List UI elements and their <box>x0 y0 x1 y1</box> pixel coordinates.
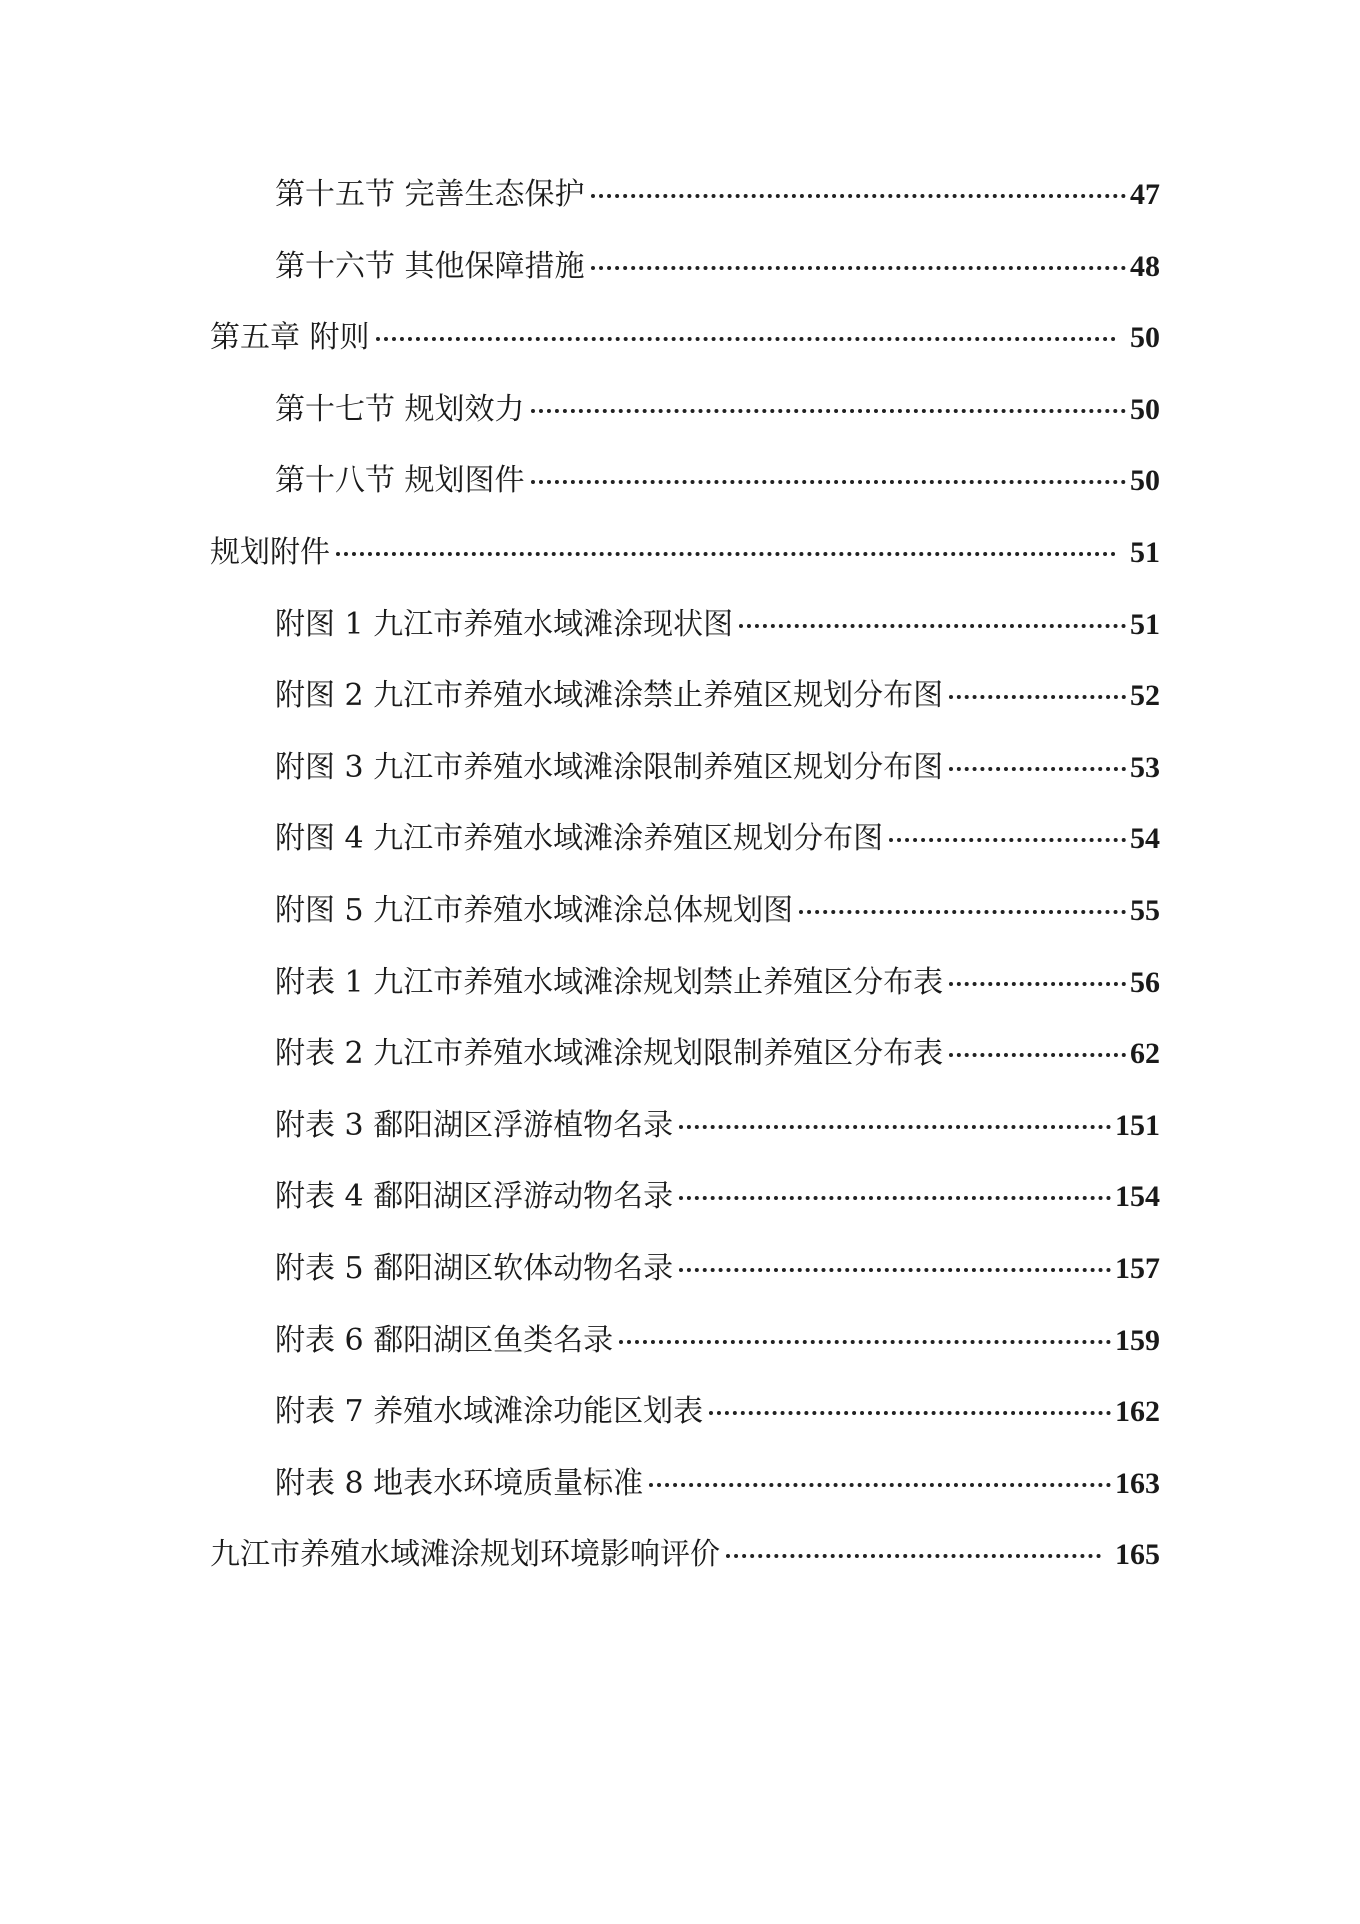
toc-page-number: 62 <box>1130 1037 1160 1071</box>
toc-section-entry[interactable] <box>210 1249 1160 1321</box>
toc-dot-leader <box>679 1125 1111 1129</box>
toc-entry-title: 附图 3 九江市养殖水域滩涂限制养殖区规划分布图 <box>275 749 944 785</box>
toc-dot-leader <box>889 838 1126 842</box>
toc-section-entry[interactable] <box>210 748 1160 820</box>
toc-page-number: 154 <box>1115 1180 1160 1214</box>
toc-page-number: 162 <box>1115 1395 1160 1429</box>
toc-dot-leader <box>376 337 1116 341</box>
toc-section-entry[interactable] <box>210 676 1160 748</box>
toc-dot-leader <box>591 194 1126 198</box>
toc-section-entry[interactable] <box>210 1106 1160 1178</box>
toc-section-entry[interactable] <box>210 461 1160 533</box>
toc-entry-title: 第五章 附则 <box>210 320 370 356</box>
toc-entry-title: 九江市养殖水域滩涂规划环境影响评价 <box>210 1537 720 1573</box>
toc-dot-leader <box>726 1554 1101 1558</box>
toc-section-entry[interactable] <box>210 1392 1160 1464</box>
toc-dot-leader <box>799 910 1126 914</box>
toc-entry-title: 附表 8 地表水环境质量标准 <box>275 1465 644 1501</box>
toc-chapter-entry[interactable] <box>210 533 1160 605</box>
toc-section-entry[interactable] <box>210 819 1160 891</box>
toc-entry-title: 规划附件 <box>210 534 330 570</box>
toc-entry-title: 附表 6 鄱阳湖区鱼类名录 <box>275 1322 614 1358</box>
toc-page-number: 151 <box>1115 1108 1160 1142</box>
toc-chapter-entry[interactable] <box>210 318 1160 390</box>
toc-entry-title: 附图 1 九江市养殖水域滩涂现状图 <box>275 606 734 642</box>
toc-entry-title: 附表 3 鄱阳湖区浮游植物名录 <box>275 1107 674 1143</box>
toc-section-entry[interactable] <box>210 1464 1160 1536</box>
toc-section-entry[interactable] <box>210 891 1160 963</box>
toc-dot-leader <box>949 695 1126 699</box>
toc-page-number: 165 <box>1115 1538 1160 1572</box>
toc-section-entry[interactable] <box>210 1321 1160 1393</box>
toc-page-number: 55 <box>1130 893 1160 927</box>
toc-page-number: 163 <box>1115 1466 1160 1500</box>
toc-entry-title: 附图 2 九江市养殖水域滩涂禁止养殖区规划分布图 <box>275 678 944 714</box>
toc-dot-leader <box>949 982 1126 986</box>
table-of-contents <box>210 175 1160 1607</box>
toc-entry-title: 附表 7 养殖水域滩涂功能区划表 <box>275 1394 704 1430</box>
toc-page-number: 51 <box>1130 535 1160 569</box>
toc-page-number: 50 <box>1130 392 1160 426</box>
toc-section-entry[interactable] <box>210 1177 1160 1249</box>
toc-section-entry[interactable] <box>210 175 1160 247</box>
toc-dot-leader <box>649 1483 1111 1487</box>
toc-page-number: 56 <box>1130 965 1160 999</box>
toc-page-number: 48 <box>1130 249 1160 283</box>
toc-page-number: 51 <box>1130 607 1160 641</box>
toc-dot-leader <box>591 266 1126 270</box>
toc-entry-title: 附表 4 鄱阳湖区浮游动物名录 <box>275 1179 674 1215</box>
toc-dot-leader <box>739 624 1126 628</box>
toc-page-number: 50 <box>1130 321 1160 355</box>
toc-entry-title: 第十七节 规划效力 <box>275 391 525 427</box>
toc-entry-title: 附表 1 九江市养殖水域滩涂规划禁止养殖区分布表 <box>275 964 944 1000</box>
toc-page-number: 159 <box>1115 1323 1160 1357</box>
toc-dot-leader <box>336 552 1116 556</box>
toc-dot-leader <box>679 1268 1111 1272</box>
toc-dot-leader <box>531 409 1126 413</box>
toc-dot-leader <box>531 480 1126 484</box>
toc-dot-leader <box>679 1196 1111 1200</box>
toc-entry-title: 附图 4 九江市养殖水域滩涂养殖区规划分布图 <box>275 821 884 857</box>
toc-entry-title: 第十六节 其他保障措施 <box>275 248 585 284</box>
toc-page-number: 50 <box>1130 464 1160 498</box>
toc-section-entry[interactable] <box>210 390 1160 462</box>
toc-section-entry[interactable] <box>210 1034 1160 1106</box>
toc-dot-leader <box>949 1053 1126 1057</box>
toc-page-number: 52 <box>1130 679 1160 713</box>
toc-section-entry[interactable] <box>210 247 1160 319</box>
toc-page-number: 47 <box>1130 178 1160 211</box>
toc-dot-leader <box>949 767 1126 771</box>
toc-page-number: 157 <box>1115 1251 1160 1285</box>
toc-section-entry[interactable] <box>210 963 1160 1035</box>
toc-entry-title: 第十八节 规划图件 <box>275 463 525 499</box>
toc-page-number: 54 <box>1130 822 1160 856</box>
toc-page-number: 53 <box>1130 750 1160 784</box>
toc-chapter-entry[interactable] <box>210 1535 1160 1607</box>
toc-entry-title: 附表 2 九江市养殖水域滩涂规划限制养殖区分布表 <box>275 1036 944 1072</box>
toc-entry-title: 附图 5 九江市养殖水域滩涂总体规划图 <box>275 892 794 928</box>
toc-dot-leader <box>709 1411 1111 1415</box>
toc-section-entry[interactable] <box>210 605 1160 677</box>
toc-entry-title: 第十五节 完善生态保护 <box>275 177 585 212</box>
toc-dot-leader <box>619 1340 1111 1344</box>
toc-entry-title: 附表 5 鄱阳湖区软体动物名录 <box>275 1250 674 1286</box>
